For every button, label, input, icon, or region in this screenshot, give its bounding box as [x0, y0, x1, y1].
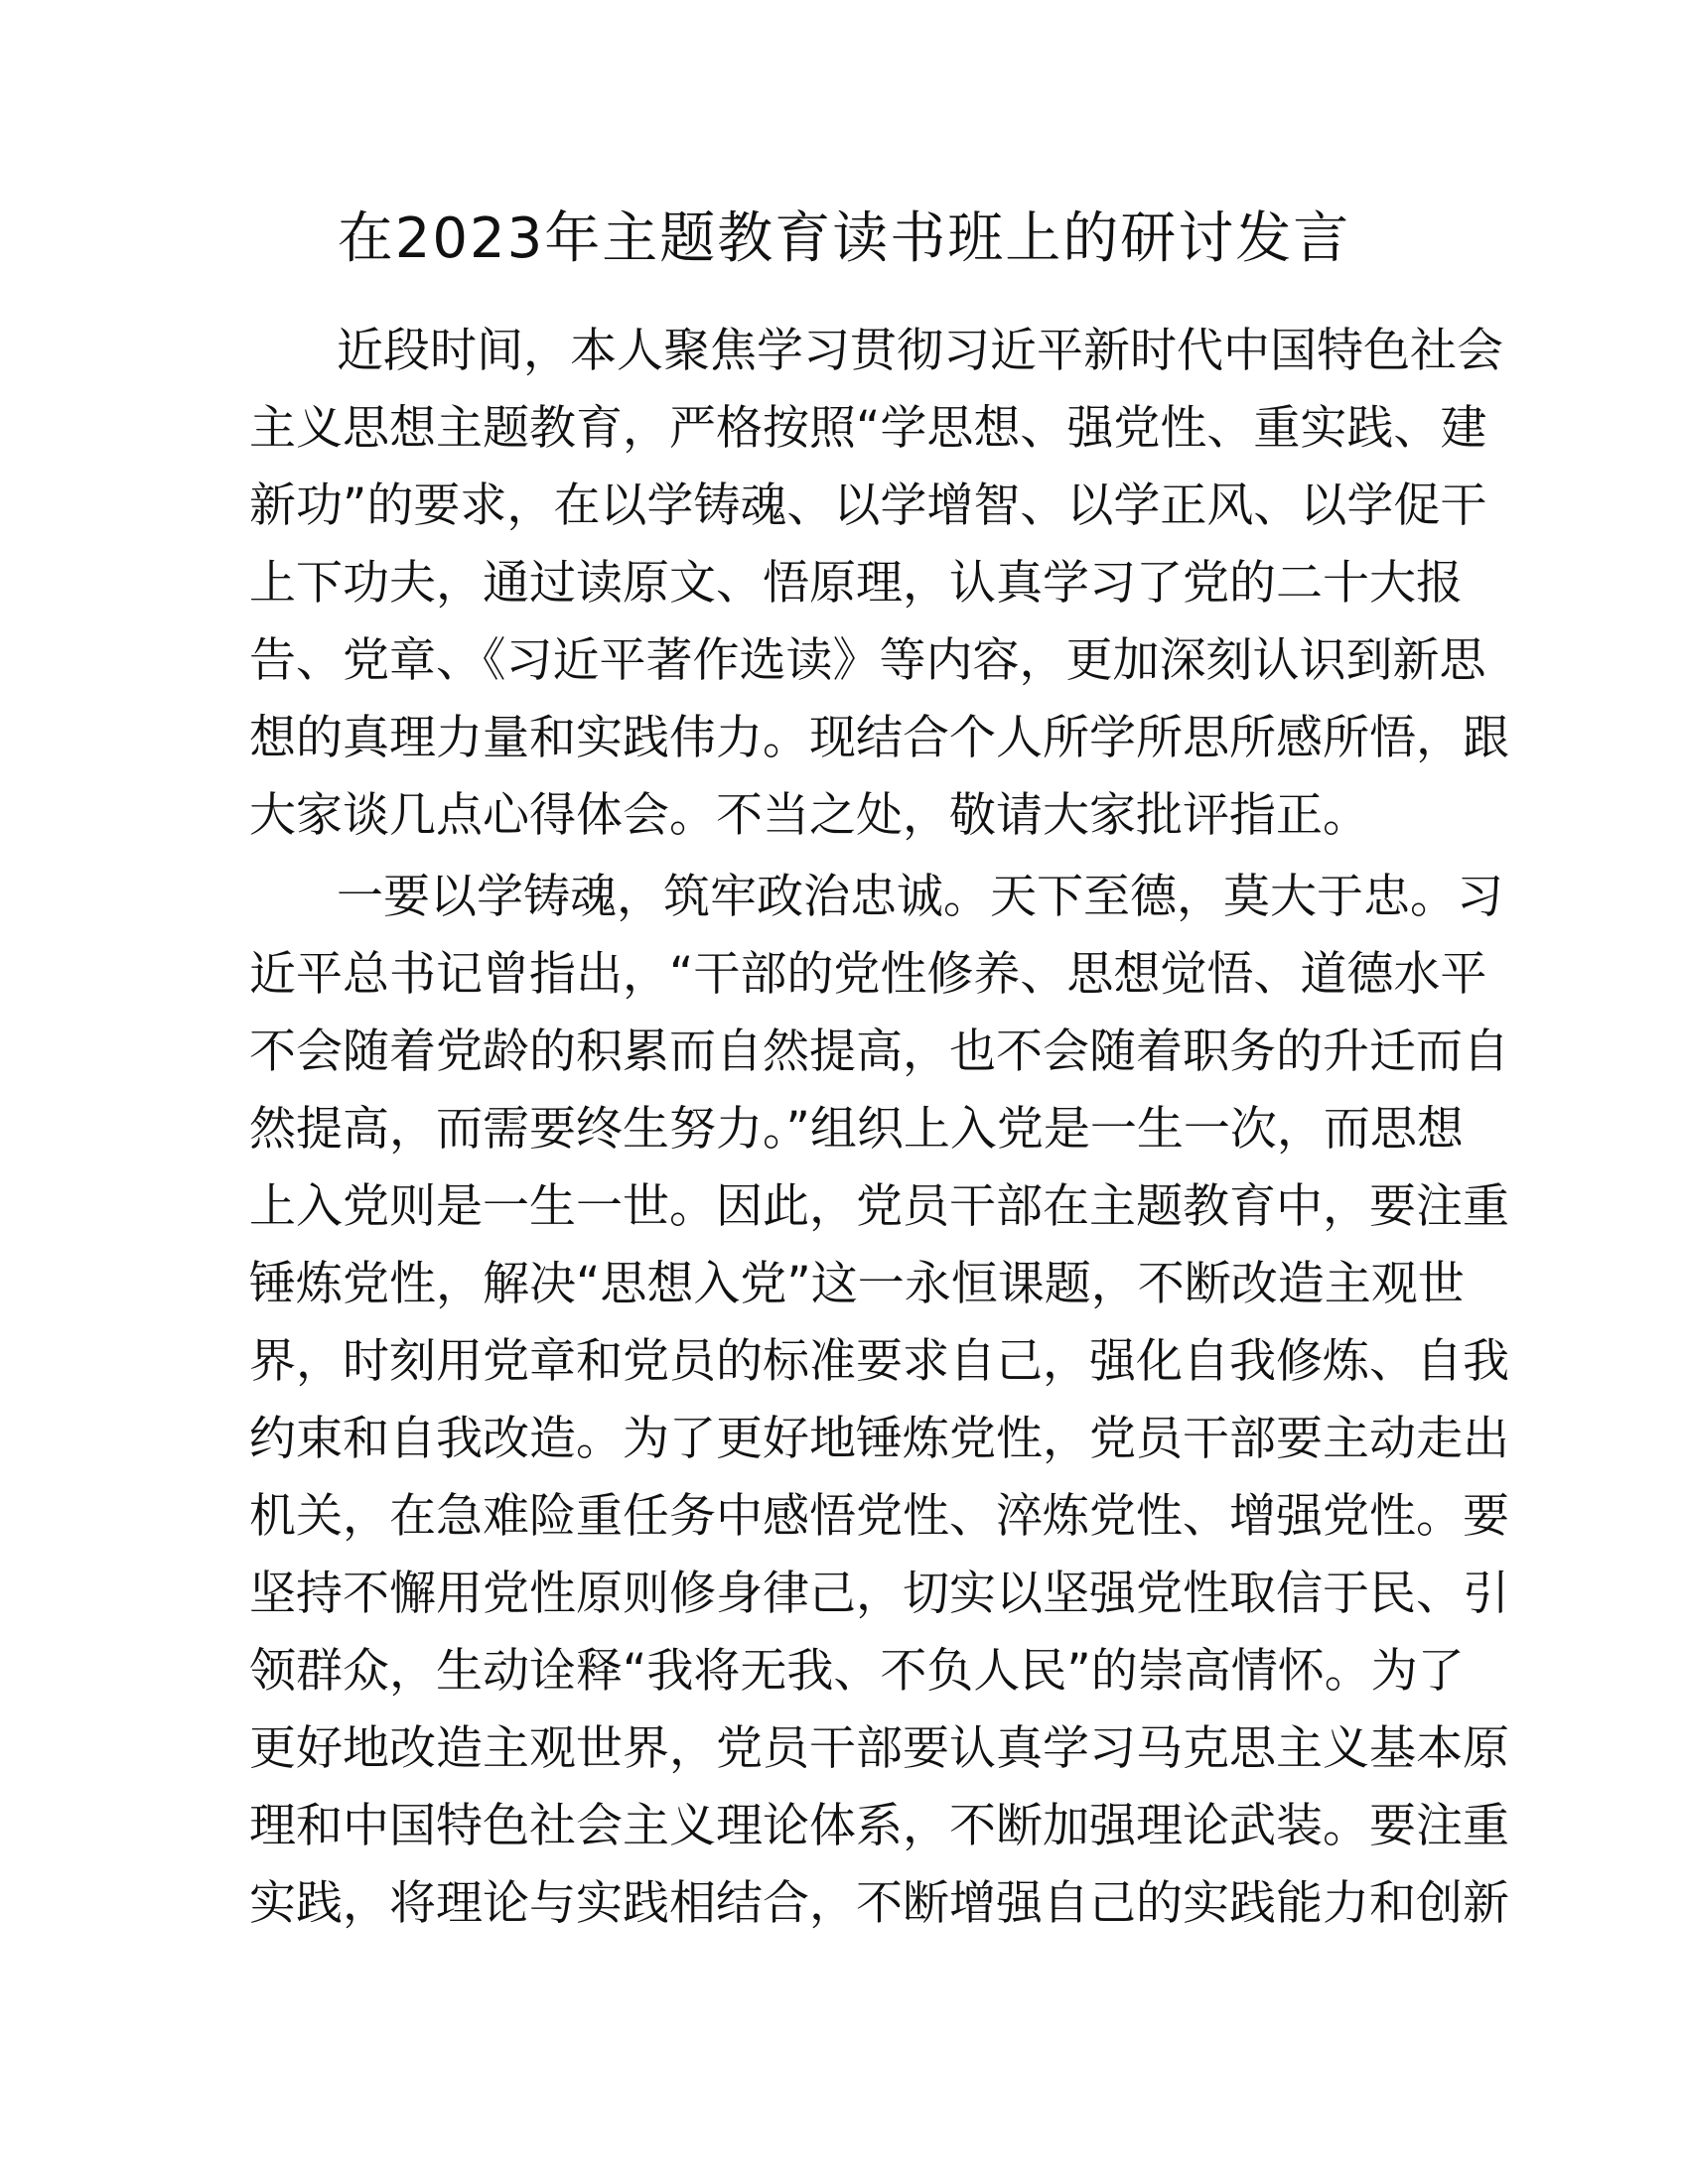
paragraph-2-line: 约束和自我改造。为了更好地锤炼党性，党员干部要主动走出 [249, 1412, 1509, 1466]
paragraph-2-line: 界，时刻用党章和党员的标准要求自己，强化自我修炼、自我 [249, 1334, 1509, 1389]
paragraph-1-line: 想的真理力量和实践伟力。现结合个人所学所思所感所悟，跟 [249, 711, 1509, 765]
paragraph-2-line: 理和中国特色社会主义理论体系，不断加强理论武装。要注重 [249, 1799, 1509, 1853]
paragraph-2-line: 领群众，生动诠释“我将无我、不负人民”的崇高情怀。为了 [249, 1644, 1465, 1699]
paragraph-2-line: 锤炼党性，解决“思想入党”这一永恒课题，不断改造主观世 [249, 1257, 1465, 1311]
paragraph-2-line: 坚持不懈用党性原则修身律己，切实以坚强党性取信于民、引 [249, 1567, 1509, 1621]
paragraph-2-line: 近平总书记曾指出，“干部的党性修养、思想觉悟、道德水平 [249, 947, 1487, 1002]
paragraph-1-line: 上下功夫，通过读原文、悟原理，认真学习了党的二十大报 [249, 556, 1463, 611]
paragraph-2-line: 机关，在急难险重任务中感悟党性、淬炼党性、增强党性。要 [249, 1489, 1509, 1544]
paragraph-2-line: 然提高，而需要终生努力。”组织上入党是一生一次，而思想 [249, 1102, 1464, 1157]
paragraph-2-line: 实践，将理论与实践相结合，不断增强自己的实践能力和创新 [249, 1876, 1509, 1931]
paragraph-1-line: 大家谈几点心得体会。不当之处，敬请大家批评指正。 [249, 788, 1369, 843]
paragraph-2-line: 不会随着党龄的积累而自然提高，也不会随着职务的升迁而自 [249, 1024, 1509, 1079]
paragraph-1-line: 新功”的要求，在以学铸魂、以学增智、以学正风、以学促干 [249, 478, 1487, 533]
paragraph-2-line: 一要以学铸魂，筑牢政治忠诚。天下至德，莫大于忠。习 [337, 870, 1503, 924]
paragraph-2-line: 上入党则是一生一世。因此，党员干部在主题教育中，要注重 [249, 1179, 1509, 1234]
paragraph-1-line: 告、党章、《习近平著作选读》等内容，更加深刻认识到新思 [249, 633, 1486, 688]
paragraph-1-line: 近段时间，本人聚焦学习贯彻习近平新时代中国特色社会 [337, 324, 1503, 378]
paragraph-2-line: 更好地改造主观世界，党员干部要认真学习马克思主义基本原 [249, 1721, 1509, 1776]
document-title: 在2023年主题教育读书班上的研讨发言 [337, 206, 1351, 271]
paragraph-1-line: 主义思想主题教育，严格按照“学思想、强党性、重实践、建 [249, 401, 1487, 456]
